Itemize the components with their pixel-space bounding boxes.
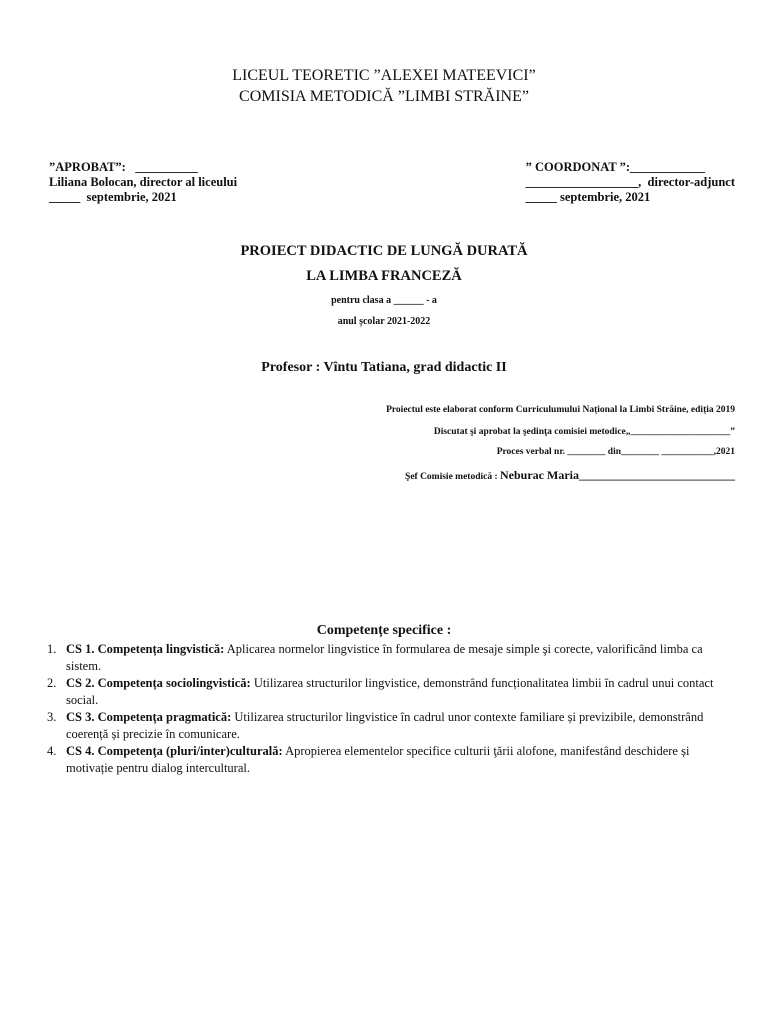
professor-line: Profesor : Vîntu Tatiana, grad didactic II [261,360,507,375]
competence-text: Utilizarea structurilor lingvistice, demonstrând funcționalitatea limbii în cadrul unui contact social. [66,676,714,707]
document-subject: LA LIMBA FRANCEZĂ [306,268,462,284]
approval-director: Liliana Bolocan, director al liceului [49,175,238,189]
coordination-deputy: __________________, director-adjunct [525,175,735,189]
competence-label: CS 4. Competenţa (pluri/inter)culturală: [66,744,283,758]
commission-head [405,468,735,483]
document-title: PROIECT DIDACTIC DE LUNGĂ DURATĂ [240,243,528,259]
competence-label: CS 2. Competența sociolingvistică: [66,676,251,690]
competence-label: CS 1. Competența lingvistică: [66,642,225,656]
school-name: LICEUL TEORETIC ”ALEXEI MATEEVICI” [232,67,536,84]
minutes-note: Proces verbal nr. ________ din________ ___________,2021 [496,447,735,457]
list-number: 4. [47,744,57,758]
competence-text: Apropierea elementelor specifice culturii ţării alofone, manifestând deschidere și motivație pentru dialog intercultural. [66,744,690,775]
competences-list [47,641,737,777]
list-item [47,641,737,675]
list-item [47,675,737,709]
coordination-block [526,160,735,205]
school-year: anul școlar 2021-2022 [337,316,431,327]
competence-label: CS 3. Competența pragmatică: [66,710,232,724]
commission-head-name: Neburac Maria [500,468,579,482]
class-line: pentru clasa a ______ - a [331,295,437,306]
commission-name: COMISIA METODICĂ ”LIMBI STRĂINE” [239,88,529,105]
competences-title: Competențe specifice : [316,623,452,638]
approval-date: _____ septembrie, 2021 [49,190,177,204]
competence-text: Utilizarea structurilor lingvistice în cadrul unor contexte familiare și previzibile, demonstrând coerență și precizie în comunicare. [66,710,704,741]
list-item [47,709,737,743]
approval-block [49,160,237,205]
list-number: 2. [47,676,57,690]
approval-label: ”APROBAT”: __________ [49,160,198,174]
coordination-date: _____ septembrie, 2021 [525,190,651,204]
commission-head-label: Şef Comisie metodică : [405,472,501,482]
coordination-label: ” COORDONAT ”:____________ [525,160,706,174]
curriculum-note: Proiectul este elaborat conform Curriculumului Național la Limbi Străine, ediția 2019 [386,405,735,415]
list-number: 3. [47,710,57,724]
commission-head-signature-line: __________________________ [579,468,735,482]
list-item [47,743,737,777]
list-number: 1. [47,642,57,656]
competence-text: Aplicarea normelor lingvistice în formularea de mesaje simple şi corecte, valorificând limba ca sistem. [66,642,703,673]
discussed-note: Discutat şi aprobat la şedinţa comisiei metodice„_____________________” [433,427,735,437]
